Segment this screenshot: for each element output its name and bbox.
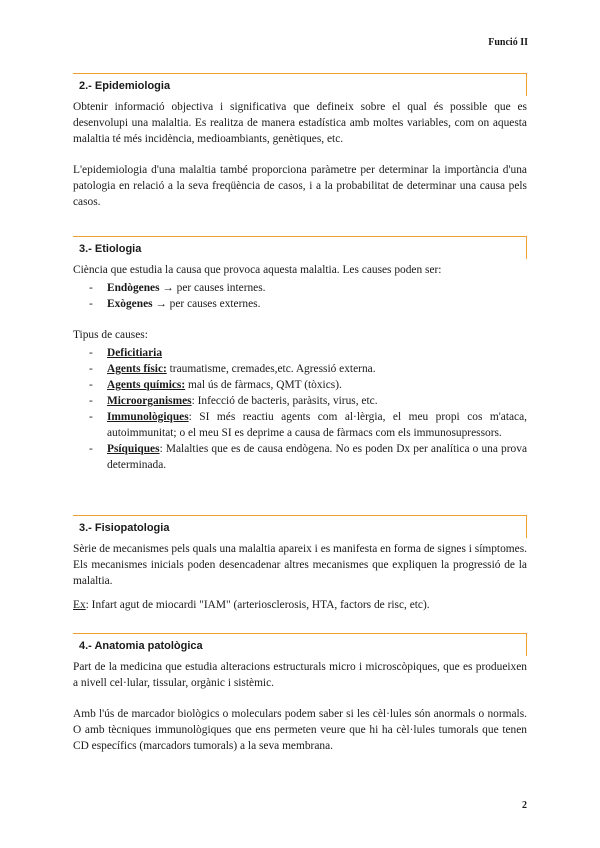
dash-marker: - (89, 395, 93, 407)
section-anatomia-patologica (73, 633, 527, 754)
dash-marker: - (89, 363, 93, 375)
paragraph: L'epidemiologia d'una malaltia també proporciona paràmetre per determinar la importància d'una patologia en relació a la seva freqüència de casos, i a la probabilitat de determinar una causa pels casos. (73, 164, 527, 208)
page-number: 2 (522, 800, 527, 811)
paragraph: Obtenir informació objectiva i significativa que defineix sobre el qual és possible que es desenvolupi una malaltia. Es realitza de manera estadística amb moltes variables, com on aquesta malaltia té més incidència, medioambiants, genètiques, etc. (73, 101, 527, 145)
arrow-icon: → (162, 282, 174, 294)
item-text: : SI més reactiu agents com al·lèrgia, el meu propi cos m'ataca, autoimmunitat; o el meu SI es deprime a causa de fàrmacs com els immunosupressors. (107, 411, 527, 439)
item-text: per causes internes. (173, 282, 266, 294)
causes-list (73, 280, 527, 312)
running-header: Funció II (488, 37, 528, 48)
section-heading: 2.- Epidemiologia (73, 73, 527, 96)
arrow-icon: → (155, 298, 167, 310)
term: Endògenes (107, 282, 160, 294)
example-paragraph (73, 597, 527, 613)
item-text: per causes externes. (166, 298, 261, 310)
term: Deficitiaria (107, 347, 163, 359)
dash-marker: - (89, 282, 93, 294)
example-label: Ex (73, 599, 86, 611)
dash-marker: - (89, 411, 93, 423)
paragraph: Part de la medicina que estudia alteracions estructurals micro i microscòpiques, que es produeixen a nivell cel·lular, tissular, orgànic i sistèmic. (73, 661, 527, 689)
term: Agents físic: (107, 363, 167, 375)
list-item (73, 296, 527, 312)
list-item (73, 409, 527, 441)
section-fisiopatologia (73, 515, 527, 613)
paragraph: Ciència que estudia la causa que provoca aquesta malaltia. Les causes poden ser: (73, 264, 442, 276)
section-epidemiologia (73, 73, 527, 210)
dash-marker: - (89, 379, 93, 391)
types-list (73, 345, 527, 473)
list-item (73, 377, 527, 393)
example-text: : Infart agut de miocardi "IAM" (arteriosclerosis, HTA, factors de risc, etc). (85, 599, 430, 611)
list-item (73, 361, 527, 377)
paragraph: Tipus de causes: (73, 329, 148, 341)
item-text: : Malalties que es de causa endògena. No es poden Dx per analítica o una prova determinada. (107, 443, 527, 471)
dash-marker: - (89, 347, 93, 359)
term: Exògenes (107, 298, 153, 310)
term: Agents químics: (107, 379, 186, 391)
item-text: mal ús de fàrmacs, QMT (tòxics). (185, 379, 342, 391)
list-item (73, 393, 527, 409)
section-heading: 3.- Etiologia (73, 236, 527, 259)
dash-marker: - (89, 443, 93, 455)
paragraph: Sèrie de mecanismes pels quals una malaltia apareix i es manifesta en forma de signes i símptomes. Els mecanismes inicials poden desencadenar altres mecanismes que expliquen la progressió de la malaltia. (73, 543, 527, 587)
section-etiologia (73, 236, 527, 473)
term: Microorganismes (107, 395, 192, 407)
item-text: traumatisme, cremades,etc. Agressió externa. (166, 363, 376, 375)
item-text: : Infecció de bacteris, paràsits, virus, etc. (191, 395, 378, 407)
list-item (73, 441, 527, 473)
term: Immunològiques (107, 411, 189, 423)
list-item (73, 345, 527, 361)
paragraph: Amb l'ús de marcador biològics o moleculars podem saber si les cèl·lules són anormals o normals. O amb tècniques immunològiques que ens permeten veure que hi ha cèl·lules tumorals que tenen CD específics (marcadors tumorals) a la seva membrana. (73, 708, 527, 752)
section-heading: 3.- Fisiopatologia (73, 515, 527, 538)
term: Psíquiques (107, 443, 160, 455)
dash-marker: - (89, 298, 93, 310)
list-item (73, 280, 527, 296)
section-heading: 4.- Anatomia patològica (73, 633, 527, 656)
